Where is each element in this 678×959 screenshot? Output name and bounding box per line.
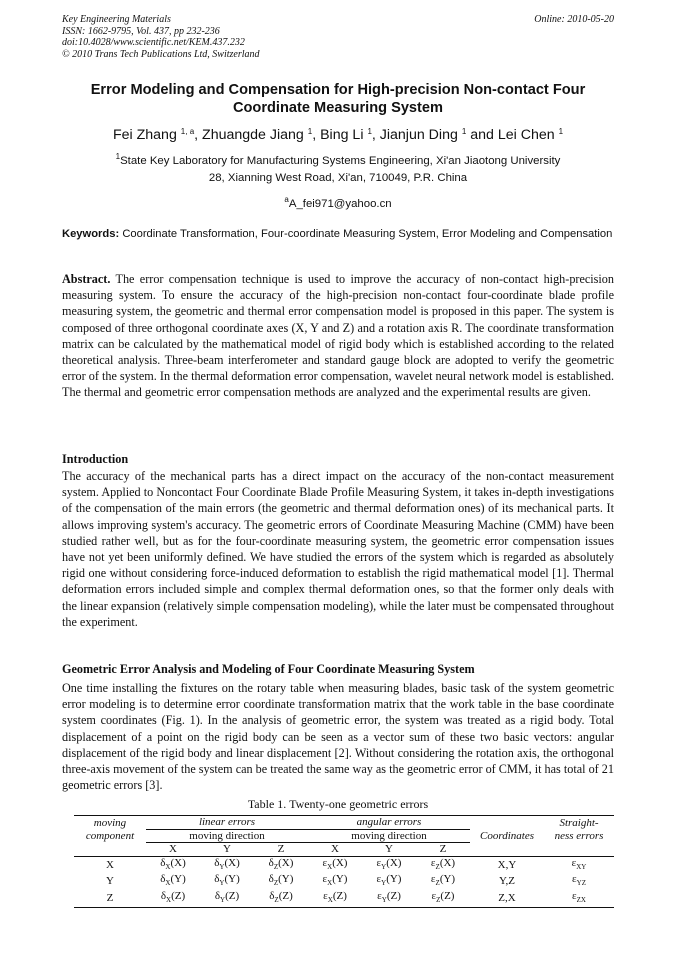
- header-coordinates: Coordinates: [480, 829, 534, 842]
- author-name: Fei Zhang: [112, 127, 177, 143]
- geometric-errors-table: [74, 815, 614, 908]
- author-list: Fei Zhang $^{1, a}$, Zhuangde Jiang $^1$, Bing Li $^1$, Jianjun Ding $^1$ and Lei Chen $^1$: [112, 127, 564, 143]
- email-text: A_fei971@yahoo.cn: [288, 198, 392, 210]
- linear-error-cell: $\delta_Y(Z)$: [214, 889, 240, 905]
- paper-title: Error Modeling and Compensation for High-precision Non-contact Four Coordinate Measuring System: [90, 82, 586, 116]
- axis-label: Z: [439, 843, 447, 855]
- issn-line: ISSN: 1662-9795, Vol. 437, pp 232-236: [62, 25, 220, 37]
- header-angular-direction: moving direction: [308, 829, 470, 843]
- header-straightness-2: ness errors: [554, 829, 604, 842]
- straightness-error-cell: $\varepsilon_{XY}$: [571, 856, 587, 871]
- header-moving: moving: [93, 816, 127, 829]
- axis-label: Z: [277, 843, 285, 855]
- component-cell: Y: [106, 875, 114, 888]
- keywords-label: Keywords:: [62, 228, 120, 240]
- table-row: [74, 873, 614, 890]
- email-line: [62, 193, 614, 211]
- email-sup: a: [284, 195, 289, 204]
- coordinates-cell: Z,X: [498, 891, 516, 904]
- component-cell: Z: [106, 891, 114, 904]
- author-name: Jianjun Ding: [379, 127, 458, 143]
- linear-error-cell: $\delta_Z(Z)$: [269, 889, 293, 905]
- axis-label: X: [169, 843, 177, 855]
- linear-error-cell: $\delta_Z(X)$: [268, 856, 294, 871]
- author-sup: 1: [307, 127, 313, 136]
- table-row: [74, 856, 614, 873]
- author-name: Bing Li: [320, 127, 364, 143]
- coordinates-cell: Y,Z: [499, 875, 515, 888]
- keywords: [62, 227, 614, 242]
- axis-label: Y: [385, 843, 393, 855]
- author-sup: 1: [367, 127, 372, 136]
- introduction-text: The accuracy of the mechanical parts has a direct impact on the accuracy of the non-contact measurement system. Applied to Noncontact Four Coordinate Blade Profile Measuring System, it takes in-depth investigations of the compensation of the main errors (the geometric and thermal deformation ones) of its mechanical parts. It allows improving system's accuracy. The geometric errors of Coordinate Measuring Machine (CMM) have been studied rather well, but as for the four-coordinate measuring system, the geometric error compensation issues have not yet been uniformly defined. We have studied the errors of the system which is regarded as absolutely rigid one without considering force-induced deformation to establish the rigid mathematical model [1]. Thermal deformation errors included simple and complex thermal deformation ones, so that the former only deals with the linear expansion (relatively simple compensation modeling), while the later must be compensated throughout the experiment.: [62, 469, 614, 629]
- abstract-text: The error compensation technique is used to improve the accuracy of non-contact high-precision measuring system. To ensure the accuracy of the high-precision non-contact four-coordinate blade profile measuring system, the geometric and thermal error compensation model is proposed in this paper. The system is composed of three orthogonal coordinate axes (X, Y and Z) and a rotation axis R. The coordinate transformation matrix can be calculated by the mathematical model of rigid body which is established according to the related theoretical analysis. Three-beam interferometer and standard gauge block are adopted to verify the geometric error of the system. In the thermal deformation error compensation, wavelet neural network model is established. The thermal and geometric error compensation methods are analyzed and the experimental results are given.: [62, 272, 614, 400]
- header-linear-errors: linear errors: [146, 816, 308, 830]
- keywords-text: Coordinate Transformation, Four-coordinate Measuring System, Error Modeling and Compensation: [122, 228, 613, 240]
- affiliation-line-1: [62, 150, 614, 168]
- header-straightness-1: Straight-: [559, 816, 599, 829]
- axis-label: Y: [223, 843, 231, 855]
- angular-error-cell: $\varepsilon_Z(Z)$: [431, 889, 455, 905]
- affiliation-sup: 1: [115, 152, 121, 161]
- abstract-label: Abstract.: [62, 272, 111, 286]
- doi-line: doi:10.4028/www.scientific.net/KEM.437.232: [62, 37, 245, 48]
- coordinates-cell: X,Y: [497, 858, 517, 871]
- linear-error-cell: $\delta_X(Y)$: [160, 873, 186, 888]
- angular-error-cell: $\varepsilon_Z(X)$: [430, 856, 456, 871]
- copyright-line: © 2010 Trans Tech Publications Ltd, Switzerland: [62, 48, 260, 60]
- linear-error-cell: $\delta_Y(X)$: [214, 856, 240, 871]
- journal-name: Key Engineering Materials: [62, 14, 171, 25]
- affiliation-text: State Key Laboratory for Manufacturing Systems Engineering, Xi'an Jiaotong University: [120, 155, 561, 167]
- angular-error-cell: $\varepsilon_Y(Z)$: [377, 889, 401, 905]
- linear-error-cell: $\delta_X(Z)$: [160, 889, 186, 905]
- angular-error-cell: $\varepsilon_X(X)$: [322, 856, 348, 871]
- author-sup: 1: [558, 127, 564, 136]
- online-date: Online: 2010-05-20: [534, 14, 614, 25]
- table-caption: Table 1. Twenty-one geometric errors: [247, 797, 429, 811]
- author-name: Lei Chen: [497, 127, 555, 143]
- component-cell: X: [106, 858, 114, 871]
- author-name: Zhuangde Jiang: [202, 127, 304, 143]
- header-angular-errors: angular errors: [308, 816, 470, 830]
- straightness-error-cell: $\varepsilon_{YZ}$: [572, 873, 586, 888]
- table-body: [74, 856, 614, 907]
- angular-error-cell: $\varepsilon_Z(Y)$: [430, 873, 456, 888]
- affiliation-line-2: 28, Xianning West Road, Xi'an, 710049, P.R. China: [208, 172, 468, 184]
- abstract: [62, 271, 614, 401]
- author-sup: 1: [461, 127, 467, 136]
- straightness-error-cell: $\varepsilon_{ZX}$: [572, 889, 586, 905]
- journal-header: [62, 14, 260, 60]
- header-component: component: [85, 829, 135, 842]
- angular-error-cell: $\varepsilon_Y(X)$: [376, 856, 402, 871]
- header-linear-direction: moving direction: [146, 829, 308, 843]
- linear-error-cell: $\delta_X(X)$: [160, 856, 186, 871]
- linear-error-cell: $\delta_Y(Y)$: [214, 873, 240, 888]
- linear-error-cell: $\delta_Z(Y)$: [268, 873, 294, 888]
- angular-error-cell: $\varepsilon_X(Y)$: [322, 873, 348, 888]
- geometric-text: One time installing the fixtures on the rotary table when measuring blades, basic task of the system geometric error modeling is to determine error coordinate transformation matrix that the work table in the base coordinate system coordinates (Fig. 1). In the analysis of geometric error, the system was treated as a rigid body. Total displacement of a point on the rigid body can be seen as a vector sum of these two basic vectors: angular displacement of the rigid body and linear displacement [2]. Without considering the rotation axis, the orthogonal three-axis movement of the system can be treated the same way as the geometric error of CMM, it has total of 21 geometric errors [3].: [62, 681, 614, 793]
- axis-label: X: [331, 843, 339, 855]
- angular-error-cell: $\varepsilon_X(Z)$: [323, 889, 347, 905]
- introduction-heading: Introduction: [62, 452, 129, 466]
- table-row: [74, 890, 614, 907]
- geometric-heading: Geometric Error Analysis and Modeling of Four Coordinate Measuring System: [62, 662, 475, 676]
- author-sup: 1, a: [180, 127, 195, 136]
- angular-error-cell: $\varepsilon_Y(Y)$: [376, 873, 402, 888]
